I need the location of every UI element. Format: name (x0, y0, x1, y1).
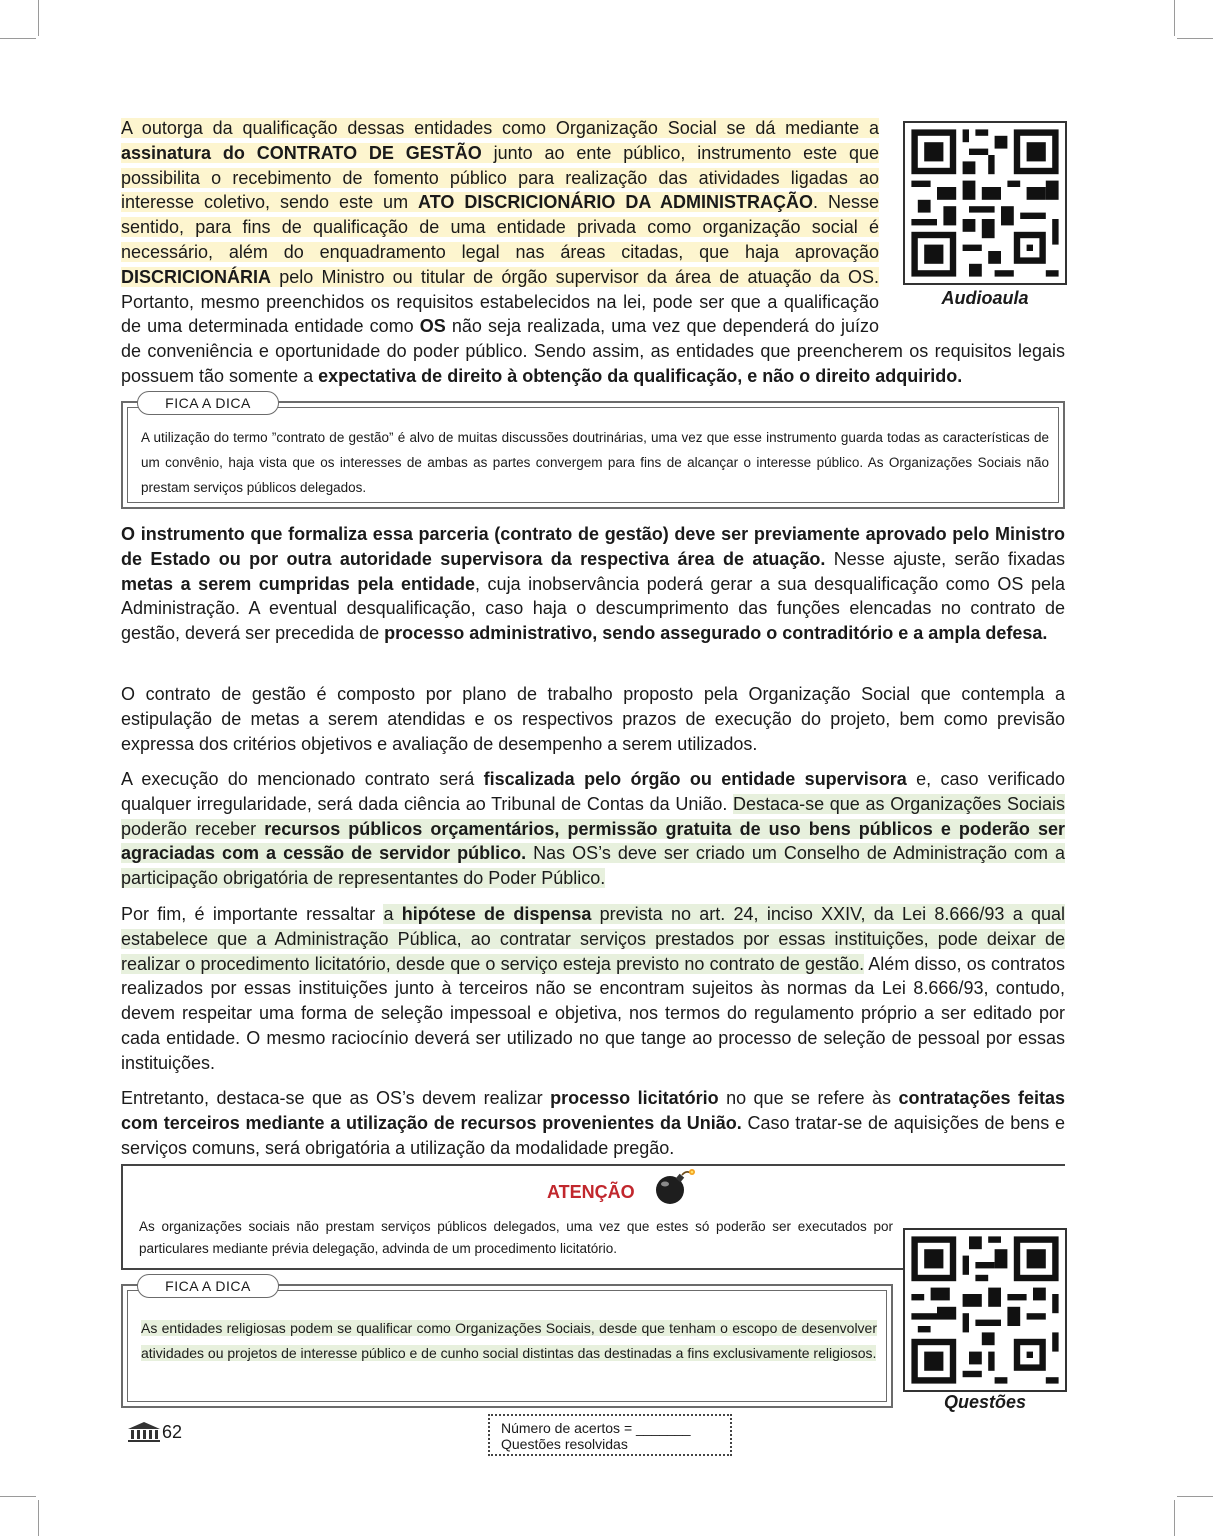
crop-mark (1174, 0, 1175, 36)
attention-text: As organizações sociais não prestam serviços públicos delegados, uma vez que estes só poderão ser executados por particulares mediante prévia delegação, advinda de um procedimento licitatório. (139, 1219, 893, 1256)
page-number: 62 (162, 1422, 183, 1442)
crop-mark (38, 0, 39, 36)
highlight-green: Destaca-se que as Organizações Sociais poderão receber recursos públicos orçamentários, permissão gratuita de uso bens públicos e poderão ser agraciadas com a cessão de servidor público. Nas OS’s deve ser criado um Conselho de Administração com a participação obrigatória de representantes do Poder Público. (121, 793, 1065, 889)
crop-mark (0, 1496, 36, 1497)
paragraph-4: A execução do mencionado contrato será fiscalizada pelo órgão ou entidade supervisora e, caso verificado qualquer irregularidade, será dada ciência ao Tribunal de Contas da União. Destaca-se que as Organizações Sociais poderão receber recursos públicos orçamentários, permissão gratuita de uso bens públicos e poderão ser agraciadas com a cessão de servidor público. Nas OS’s deve ser criado um Conselho de Administração com a participação obrigatória de representantes do Poder Público. (121, 769, 1066, 889)
highlight-green: a hipótese de dispensa prevista no art. 24, inciso XXIV, da Lei 8.666/93 a qual estabelece que a Administração Pública, ao contratar serviços prestados por essas instituições, pode deixar de realizar o procedimento licitatório, desde que o serviço esteja previsto no contrato de gestão. (121, 904, 1066, 974)
tip-box-text: As entidades religiosas podem se qualificar como Organizações Sociais, desde que tenham o escopo de desenvolver atividades ou projetos de interesse público e de cunho social distintas das destinadas a fins exclusivamente religiosos. (141, 1320, 877, 1361)
paragraph-2: O instrumento que formaliza essa parceria (contrato de gestão) deve ser previamente aprovado pelo Ministro de Estado ou por outra autoridade supervisora da respectiva área de atuação. Nesse ajuste, serão fixadas metas a serem cumpridas pela entidade, cuja inobservância poderá gerar a sua desqualificação como OS pela Administração. A eventual desqualificação, caso haja o descumprimento das funções elencadas no contrato de gestão, deverá ser precedida de processo administrativo, sendo assegurado o contraditório e a ampla defesa. (121, 524, 1065, 644)
paragraph-6: Entretanto, destaca-se que as OS’s devem realizar processo licitatório no que se refere às contratações feitas com terceiros mediante a utilização de recursos provenientes da União. Caso tratar-se de aquisições de bens e serviços comuns, será obrigatória a utilização da modalidade pregão. (121, 1088, 1065, 1158)
counter-line-2: Questões resolvidas (501, 1436, 628, 1452)
tip-box-text: A utilização do termo ”contrato de gestão” é alvo de muitas discussões doutrinárias, uma vez que esse instrumento guarda todas as características de um convênio, haja vista que os interesses de ambas as partes convergem para fins de alcançar o interesse público. As Organizações Sociais não prestam serviços públicos delegados. (141, 430, 1049, 495)
paragraph-1: A outorga da qualificação dessas entidades como Organização Social se dá mediante a assinatura do CONTRATO DE GESTÃO junto ao ente público, instrumento este que possibilita o recebimento de fomento público para realização das atividades ligadas ao interesse coletivo, sendo este um ATO DISCRICIONÁRIO DA ADMINISTRAÇÃO. Nesse sentido, para fins de qualificação de uma entidade privada como organização social é necessário, além do enquadramento legal nas áreas citadas, que haja aprovação DISCRICIONÁRIA pelo Ministro ou titular de órgão supervisor da área de atuação da OS. Portanto, mesmo preenchidos os requisitos estabelecidos na lei, pode ser que a qualificação de uma determinada entidade como OS não seja realizada, uma vez que dependerá do juízo de conveniência e oportunidade do poder público. Sendo assim, as entidades que preencherem os requisitos legais possuem tão somente a expectativa de direito à obtenção da qualificação, e não o direito adquirido. (121, 118, 1065, 386)
crop-mark (1177, 1496, 1213, 1497)
bomb-icon (653, 1168, 697, 1206)
qr-caption-audioaula: Audioaula (941, 288, 1029, 308)
qr-code-audioaula[interactable] (903, 121, 1067, 285)
highlight-yellow: A outorga da qualificação dessas entidades como Organização Social se dá mediante a assinatura do CONTRATO DE GESTÃO junto ao ente público, instrumento este que possibilita o recebimento de fomento público para realização das atividades ligadas ao interesse coletivo, sendo este um ATO DISCRICIONÁRIO DA ADMINISTRAÇÃO. Nesse sentido, para fins de qualificação de uma entidade privada como organização social é necessário, além do enquadramento legal nas áreas citadas, que haja aprovação DISCRICIONÁRIA pelo Ministro ou titular de órgão supervisor da área de atuação da OS. (121, 118, 879, 287)
tip-box-2 (121, 1278, 893, 1408)
qr-code-questoes[interactable] (903, 1228, 1067, 1392)
tip-box-tab: FICA A DICA (137, 1274, 279, 1298)
columns-logo-icon (127, 1421, 161, 1443)
counter-line-1: Número de acertos = _______ (501, 1420, 691, 1436)
qr-code-icon (905, 1230, 1065, 1390)
paragraph-3: O contrato de gestão é composto por plano de trabalho proposto pela Organização Social que contempla a estipulação de metas a serem atendidas e os respectivos prazos de execução do projeto, bem como previsão expressa dos critérios objetivos e avaliação de desempenho a serem utilizados. (121, 684, 1065, 754)
crop-mark (1174, 1500, 1175, 1536)
qr-code-icon (905, 123, 1065, 283)
attention-title: ATENÇÃO (547, 1182, 635, 1202)
tip-box-tab: FICA A DICA (137, 391, 279, 415)
tip-box-1 (121, 395, 1065, 509)
crop-mark (38, 1500, 39, 1536)
paragraph-5: Por fim, é importante ressaltar a hipótese de dispensa prevista no art. 24, inciso XXIV, da Lei 8.666/93 a qual estabelece que a Administração Pública, ao contratar serviços prestados por essas instituições, pode deixar de realizar o procedimento licitatório, desde que o serviço esteja previsto no contrato de gestão. Além disso, os contratos realizados por essas instituições junto à terceiros não se encontram sujeitos às normas da Lei 8.666/93, contudo, devem respeitar uma forma de seleção impessoal e objetiva, nos termos do regulamento próprio a ser editado por cada entidade. O mesmo raciocínio deverá ser utilizado no que tange ao processo de seleção de pessoal por essas instituições. (121, 904, 1066, 1073)
crop-mark (0, 38, 36, 39)
qr-caption-questoes: Questões (943, 1392, 1027, 1412)
crop-mark (1177, 38, 1213, 39)
score-counter (488, 1414, 732, 1456)
